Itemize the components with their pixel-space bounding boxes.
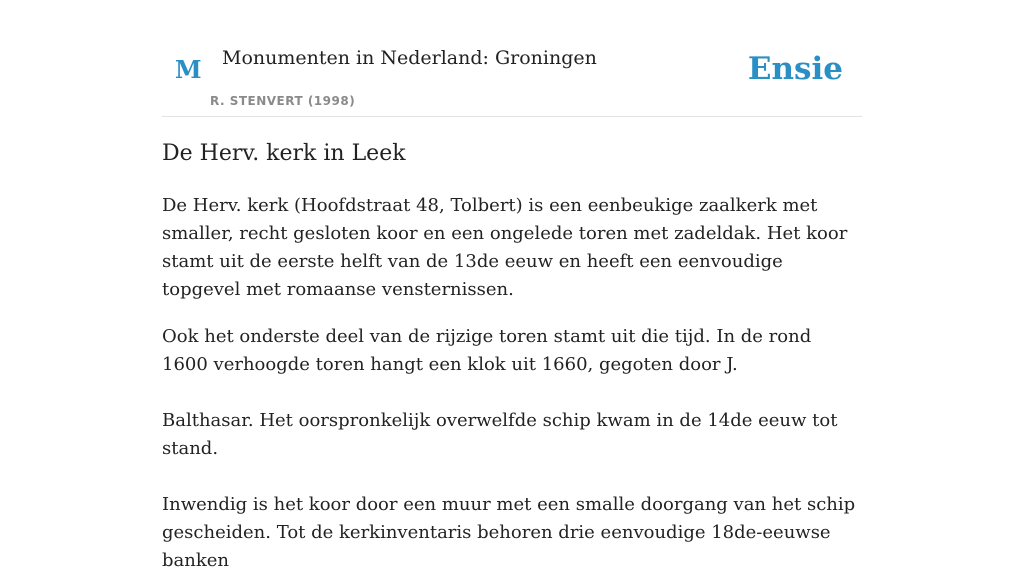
page-header	[162, 0, 862, 117]
article-title: De Herv. kerk in Leek	[162, 141, 406, 166]
article	[162, 137, 862, 575]
article-paragraph: Balthasar. Het oorspronkelijk overwelfde schip kwam in de 14de eeuw tot stand.	[162, 410, 838, 459]
article-paragraph: Ook het onderste deel van de rijzige toren stamt uit die tijd. In de rond 1600 verhoogde toren hangt een klok uit 1660, gegoten door J.	[162, 326, 812, 375]
site-logo[interactable]: Ensie	[747, 51, 843, 87]
book-title[interactable]: Monumenten in Nederland: Groningen	[222, 47, 597, 69]
book-logo[interactable]: M	[175, 55, 202, 84]
article-paragraph: De Herv. kerk (Hoofdstraat 48, Tolbert) is een eenbeukige zaalkerk met smaller, recht gesloten koor en een ongelede toren met zadeldak. Het koor stamt uit de eerste helft van de 13de eeuw en heeft een eenvoudige topgevel met romaanse vensternissen.	[162, 195, 848, 300]
book-author: R. STENVERT (1998)	[210, 94, 356, 108]
article-paragraph: Inwendig is het koor door een muur met een smalle doorgang van het schip gescheiden. Tot de kerkinventaris behoren drie eenvoudige 18de-eeuwse banken	[162, 494, 856, 571]
